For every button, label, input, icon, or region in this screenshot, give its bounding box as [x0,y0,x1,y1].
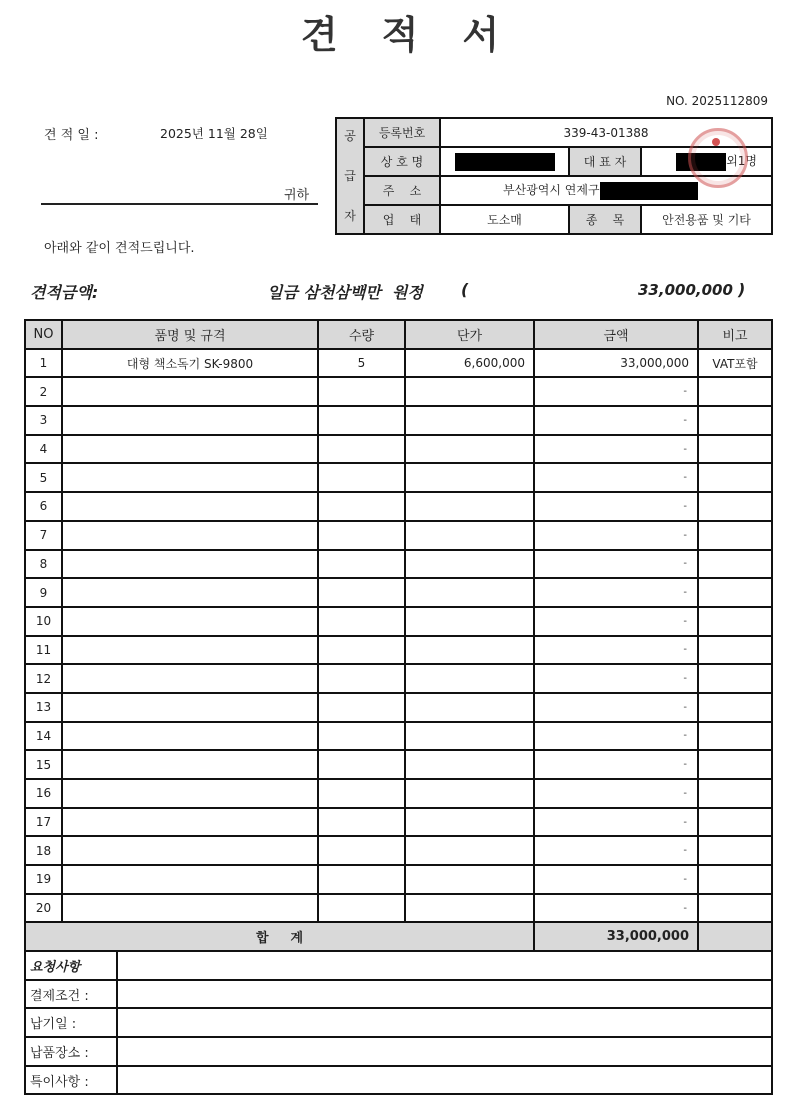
company-label: 상 호 명 [364,147,440,176]
row-note[interactable] [698,894,772,923]
row-note[interactable] [698,492,772,521]
header-note: 비고 [698,320,772,349]
table-row [25,894,772,923]
row-no: 4 [25,435,62,464]
header-qty: 수량 [318,320,405,349]
address-redaction [600,182,698,200]
row-unit-price[interactable] [405,406,534,435]
row-qty[interactable] [318,836,405,865]
row-note[interactable] [698,693,772,722]
request-label: 결제조건 : [25,980,117,1009]
quote-amount-label: 견적금액: [30,283,99,302]
row-amount[interactable]: - [534,779,698,808]
table-row [25,664,772,693]
row-note[interactable] [698,463,772,492]
header-no: NO [25,320,62,349]
company-redaction [455,153,555,171]
request-label: 납품장소 : [25,1037,117,1066]
row-name-spec[interactable] [62,865,318,894]
row-amount[interactable]: - [534,836,698,865]
table-row [25,463,772,492]
row-unit-price[interactable] [405,750,534,779]
total-row [25,922,772,951]
row-name-spec[interactable] [62,636,318,665]
supplier-side-char-1: 공 [344,129,356,143]
row-no: 11 [25,636,62,665]
row-qty[interactable] [318,636,405,665]
row-qty[interactable] [318,808,405,837]
header-name-spec: 품명 및 규격 [62,320,318,349]
row-note[interactable] [698,750,772,779]
row-name-spec[interactable] [62,693,318,722]
row-unit-price[interactable] [405,607,534,636]
biz-type-value: 도소매 [440,205,569,234]
rep-label: 대 표 자 [569,147,641,176]
recipient-suffix: 귀하 [284,188,310,203]
row-name-spec[interactable] [62,377,318,406]
row-name-spec[interactable] [62,406,318,435]
row-unit-price[interactable] [405,550,534,579]
row-note[interactable] [698,550,772,579]
row-qty[interactable] [318,521,405,550]
address-text: 부산광역시 연제구 [503,183,600,198]
biz-item-label: 종 목 [569,205,641,234]
row-amount[interactable]: - [534,607,698,636]
seal-dot-icon [712,138,720,146]
table-row [25,607,772,636]
row-name-spec[interactable] [62,894,318,923]
recipient-underline [41,203,318,205]
table-row [25,578,772,607]
row-unit-price[interactable] [405,664,534,693]
row-qty[interactable] [318,693,405,722]
table-row [25,836,772,865]
row-name-spec[interactable] [62,779,318,808]
row-note[interactable] [698,636,772,665]
quote-amount-number: 33,000,000 [638,281,733,299]
row-amount[interactable]: - [534,435,698,464]
row-amount[interactable]: - [534,865,698,894]
table-row [25,722,772,751]
requests-title: 요청사항 [25,951,117,980]
row-note[interactable] [698,377,772,406]
request-row [25,980,772,1009]
row-note[interactable] [698,664,772,693]
table-row [25,865,772,894]
request-value-field[interactable] [117,1037,772,1066]
row-unit-price[interactable] [405,894,534,923]
row-amount[interactable]: - [534,636,698,665]
supplier-side-char-3: 자 [344,209,356,223]
row-qty[interactable] [318,377,405,406]
row-name-spec[interactable] [62,836,318,865]
row-unit-price[interactable] [405,722,534,751]
row-note[interactable]: VAT포함 [698,349,772,378]
request-row [25,1066,772,1095]
biz-item-value: 안전용품 및 기타 [641,205,772,234]
row-note[interactable] [698,406,772,435]
row-unit-price[interactable]: 6,600,000 [405,349,534,378]
row-note[interactable] [698,722,772,751]
row-amount[interactable]: - [534,578,698,607]
row-no: 2 [25,377,62,406]
requests-title-row [25,951,772,980]
row-qty[interactable] [318,406,405,435]
amount-open-paren: ( [461,280,469,299]
row-unit-price[interactable] [405,435,534,464]
row-note[interactable] [698,836,772,865]
row-amount[interactable]: - [534,664,698,693]
row-no: 14 [25,722,62,751]
table-row [25,492,772,521]
row-amount[interactable]: - [534,750,698,779]
row-name-spec[interactable] [62,607,318,636]
table-row [25,435,772,464]
row-unit-price[interactable] [405,463,534,492]
row-name-spec[interactable] [62,463,318,492]
row-amount[interactable]: - [534,808,698,837]
row-amount[interactable]: - [534,463,698,492]
row-note[interactable] [698,435,772,464]
row-amount[interactable]: - [534,550,698,579]
row-no: 5 [25,463,62,492]
row-amount[interactable]: 33,000,000 [534,349,698,378]
row-amount[interactable]: - [534,894,698,923]
row-name-spec[interactable] [62,750,318,779]
row-no: 7 [25,521,62,550]
requests-table [24,950,773,1095]
row-no: 18 [25,836,62,865]
table-row [25,808,772,837]
amount-close-paren: ) [738,280,746,299]
request-row [25,1008,772,1037]
items-table [24,319,773,952]
row-qty[interactable]: 5 [318,349,405,378]
row-name-spec[interactable] [62,492,318,521]
row-name-spec[interactable] [62,664,318,693]
row-unit-price[interactable] [405,636,534,665]
reg-no-value: 339-43-01388 [440,118,772,147]
header-amount: 금액 [534,320,698,349]
items-header-row [25,320,772,349]
row-qty[interactable] [318,492,405,521]
row-amount[interactable]: - [534,521,698,550]
request-row [25,1037,772,1066]
row-no: 1 [25,349,62,378]
row-no: 15 [25,750,62,779]
total-amount: 33,000,000 [534,922,698,951]
table-row [25,349,772,378]
table-row [25,779,772,808]
row-no: 20 [25,894,62,923]
request-label: 특이사항 : [25,1066,117,1095]
row-unit-price[interactable] [405,808,534,837]
table-row [25,636,772,665]
company-value [440,147,569,176]
total-note [698,922,772,951]
request-value-field[interactable] [117,1008,772,1037]
row-unit-price[interactable] [405,377,534,406]
company-seal-stamp [688,128,748,188]
row-unit-price[interactable] [405,865,534,894]
row-qty[interactable] [318,894,405,923]
table-row [25,406,772,435]
document-number: NO. 2025112809 [666,94,768,108]
row-qty[interactable] [318,550,405,579]
row-amount[interactable]: - [534,492,698,521]
supplier-side-label [336,118,364,234]
request-value-field[interactable] [117,980,772,1009]
request-label: 납기일 : [25,1008,117,1037]
row-unit-price[interactable] [405,779,534,808]
row-no: 3 [25,406,62,435]
quote-date-label: 견 적 일 : [44,128,99,143]
row-no: 6 [25,492,62,521]
table-row [25,550,772,579]
row-unit-price[interactable] [405,578,534,607]
total-label: 합계 [25,922,534,951]
quote-date-value: 2025년 11월 28일 [160,126,268,141]
row-amount[interactable]: - [534,377,698,406]
requests-title-value[interactable] [117,951,772,980]
request-value-field[interactable] [117,1066,772,1095]
row-no: 13 [25,693,62,722]
rep-suffix: 외1명 [726,154,758,169]
row-qty[interactable] [318,750,405,779]
row-note[interactable] [698,808,772,837]
row-amount[interactable]: - [534,406,698,435]
row-qty[interactable] [318,463,405,492]
row-name-spec[interactable] [62,435,318,464]
row-note[interactable] [698,607,772,636]
row-note[interactable] [698,779,772,808]
row-no: 8 [25,550,62,579]
row-note[interactable] [698,865,772,894]
row-no: 19 [25,865,62,894]
row-amount[interactable]: - [534,722,698,751]
row-unit-price[interactable] [405,693,534,722]
row-unit-price[interactable] [405,492,534,521]
row-unit-price[interactable] [405,836,534,865]
row-no: 10 [25,607,62,636]
row-qty[interactable] [318,865,405,894]
table-row [25,693,772,722]
row-amount[interactable]: - [534,693,698,722]
table-row [25,521,772,550]
row-no: 9 [25,578,62,607]
row-name-spec[interactable] [62,521,318,550]
row-name-spec[interactable] [62,722,318,751]
table-row [25,750,772,779]
row-name-spec[interactable]: 대형 책소독기 SK-9800 [62,349,318,378]
row-unit-price[interactable] [405,521,534,550]
row-no: 12 [25,664,62,693]
row-qty[interactable] [318,779,405,808]
row-qty[interactable] [318,435,405,464]
header-unit-price: 단가 [405,320,534,349]
row-name-spec[interactable] [62,578,318,607]
row-note[interactable] [698,521,772,550]
intro-text: 아래와 같이 견적드립니다. [44,241,195,256]
table-row [25,377,772,406]
row-no: 16 [25,779,62,808]
row-name-spec[interactable] [62,808,318,837]
supplier-side-char-2: 급 [344,169,356,183]
row-no: 17 [25,808,62,837]
row-qty[interactable] [318,578,405,607]
row-name-spec[interactable] [62,550,318,579]
quote-amount-words: 일금 삼천삼백만 원정 [267,283,423,302]
reg-no-label: 등록번호 [364,118,440,147]
document-title: 견적서 [300,13,544,57]
row-qty[interactable] [318,664,405,693]
row-qty[interactable] [318,722,405,751]
address-label: 주 소 [364,176,440,205]
row-qty[interactable] [318,607,405,636]
row-note[interactable] [698,578,772,607]
biz-type-label: 업 태 [364,205,440,234]
